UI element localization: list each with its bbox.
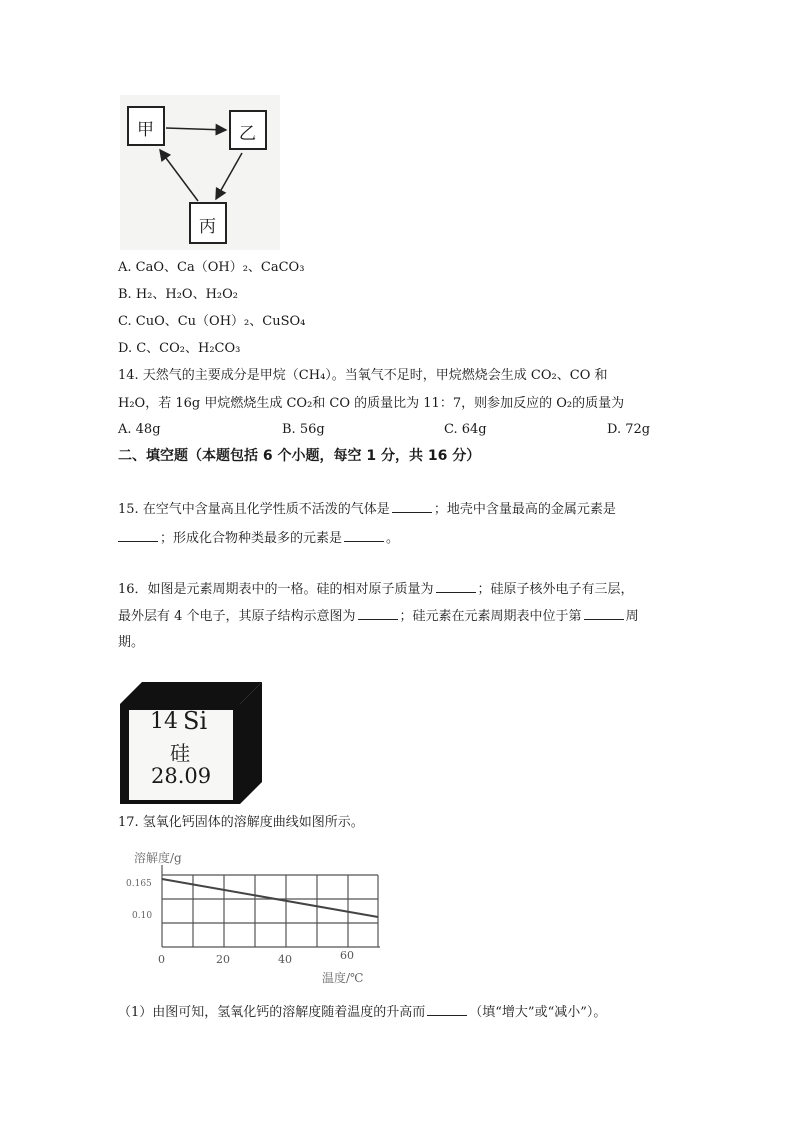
q17-1-line xyxy=(118,1003,606,1022)
q14-choice-c: C. 64g xyxy=(444,422,487,437)
q16-part1: 16．如图是元素周期表中的一格。硅的相对原子质量为 xyxy=(118,582,434,597)
q17-1-part2: （填“增大”或“减小”）。 xyxy=(469,1005,607,1020)
solubility-chart xyxy=(120,845,390,990)
q17-1-blank[interactable] xyxy=(427,1003,467,1016)
q14-choice-d: D. 72g xyxy=(607,422,651,437)
q14-choice-a: A. 48g xyxy=(118,422,161,437)
element-mass: 28.09 xyxy=(151,764,212,788)
q16-blank-3[interactable] xyxy=(584,607,624,620)
q16-blank-2[interactable] xyxy=(358,607,398,620)
q16-blank-1[interactable] xyxy=(436,580,476,593)
node-c-label: 丙 xyxy=(199,217,216,237)
q15-part4: 。 xyxy=(386,531,400,546)
arrow-a-to-b xyxy=(166,128,226,130)
q16-line1 xyxy=(118,580,634,599)
q15-part1: 15. 在空气中含量高且化学性质不活泼的气体是 xyxy=(118,502,390,517)
node-a-label: 甲 xyxy=(137,120,154,140)
q16-part5: 周 xyxy=(625,609,639,624)
q13-option-a: A. CaO、Ca（OH）₂、CaCO₃ xyxy=(118,260,305,275)
q16-part3: 最外层有 4 个电子，其原子结构示意图为 xyxy=(118,609,356,624)
chart-ytick-010: 0.10 xyxy=(132,911,153,921)
q14-line1: 14. 天然气的主要成分是甲烷（CH₄）。当氧气不足时，甲烷燃烧会生成 CO₂、CO 和 xyxy=(118,368,608,383)
q15-blank-2[interactable] xyxy=(118,529,158,542)
chart-ytick-0165: 0.165 xyxy=(126,879,152,889)
q16-part2: ；硅原子核外电子有三层， xyxy=(477,582,634,597)
cube-top xyxy=(120,682,262,704)
chart-xtick-0: 0 xyxy=(158,953,165,966)
q13-option-c: C. CuO、Cu（OH）₂、CuSO₄ xyxy=(118,314,306,329)
q15-line1 xyxy=(118,500,616,519)
q17-1-part1: （1）由图可知，氢氧化钙的溶解度随着温度的升高而 xyxy=(118,1005,426,1020)
chart-xlabel: 温度/℃ xyxy=(322,971,364,985)
section2-title: 二、填空题（本题包括 6 个小题，每空 1 分，共 16 分） xyxy=(118,448,481,464)
chart-xtick-40: 40 xyxy=(278,953,292,966)
q14-line2: H₂O，若 16g 甲烷燃烧生成 CO₂和 CO 的质量比为 11：7，则参加反应的 O₂的质量为 xyxy=(118,396,625,411)
element-number: 14 xyxy=(150,709,178,734)
q15-blank-3[interactable] xyxy=(344,529,384,542)
arrow-b-to-c xyxy=(216,153,242,199)
q15-blank-1[interactable] xyxy=(392,500,432,513)
element-symbol: Si xyxy=(183,707,208,735)
q13-option-b: B. H₂、H₂O、H₂O₂ xyxy=(118,287,238,302)
cycle-diagram xyxy=(120,95,280,250)
chart-ylabel: 溶解度/g xyxy=(134,851,182,865)
element-name: 硅 xyxy=(170,741,190,765)
q15-line2 xyxy=(118,529,399,548)
chart-xtick-20: 20 xyxy=(216,953,230,966)
solubility-curve xyxy=(162,879,378,917)
q16-line3: 期。 xyxy=(118,635,145,650)
q15-part2: ；地壳中含量最高的金属元素是 xyxy=(433,502,616,517)
q16-part4: ；硅元素在元素周期表中位于第 xyxy=(399,609,582,624)
node-b-label: 乙 xyxy=(239,124,256,144)
q16-line2 xyxy=(118,607,639,626)
q17-text: 17. 氢氧化钙固体的溶解度曲线如图所示。 xyxy=(118,815,364,830)
q14-choice-b: B. 56g xyxy=(282,422,325,437)
q15-part3: ；形成化合物种类最多的元素是 xyxy=(160,531,343,546)
arrow-c-to-a xyxy=(160,150,198,201)
element-cell-figure xyxy=(120,682,262,804)
q13-option-d: D. C、CO₂、H₂CO₃ xyxy=(118,341,241,356)
chart-xtick-60: 60 xyxy=(340,949,354,962)
